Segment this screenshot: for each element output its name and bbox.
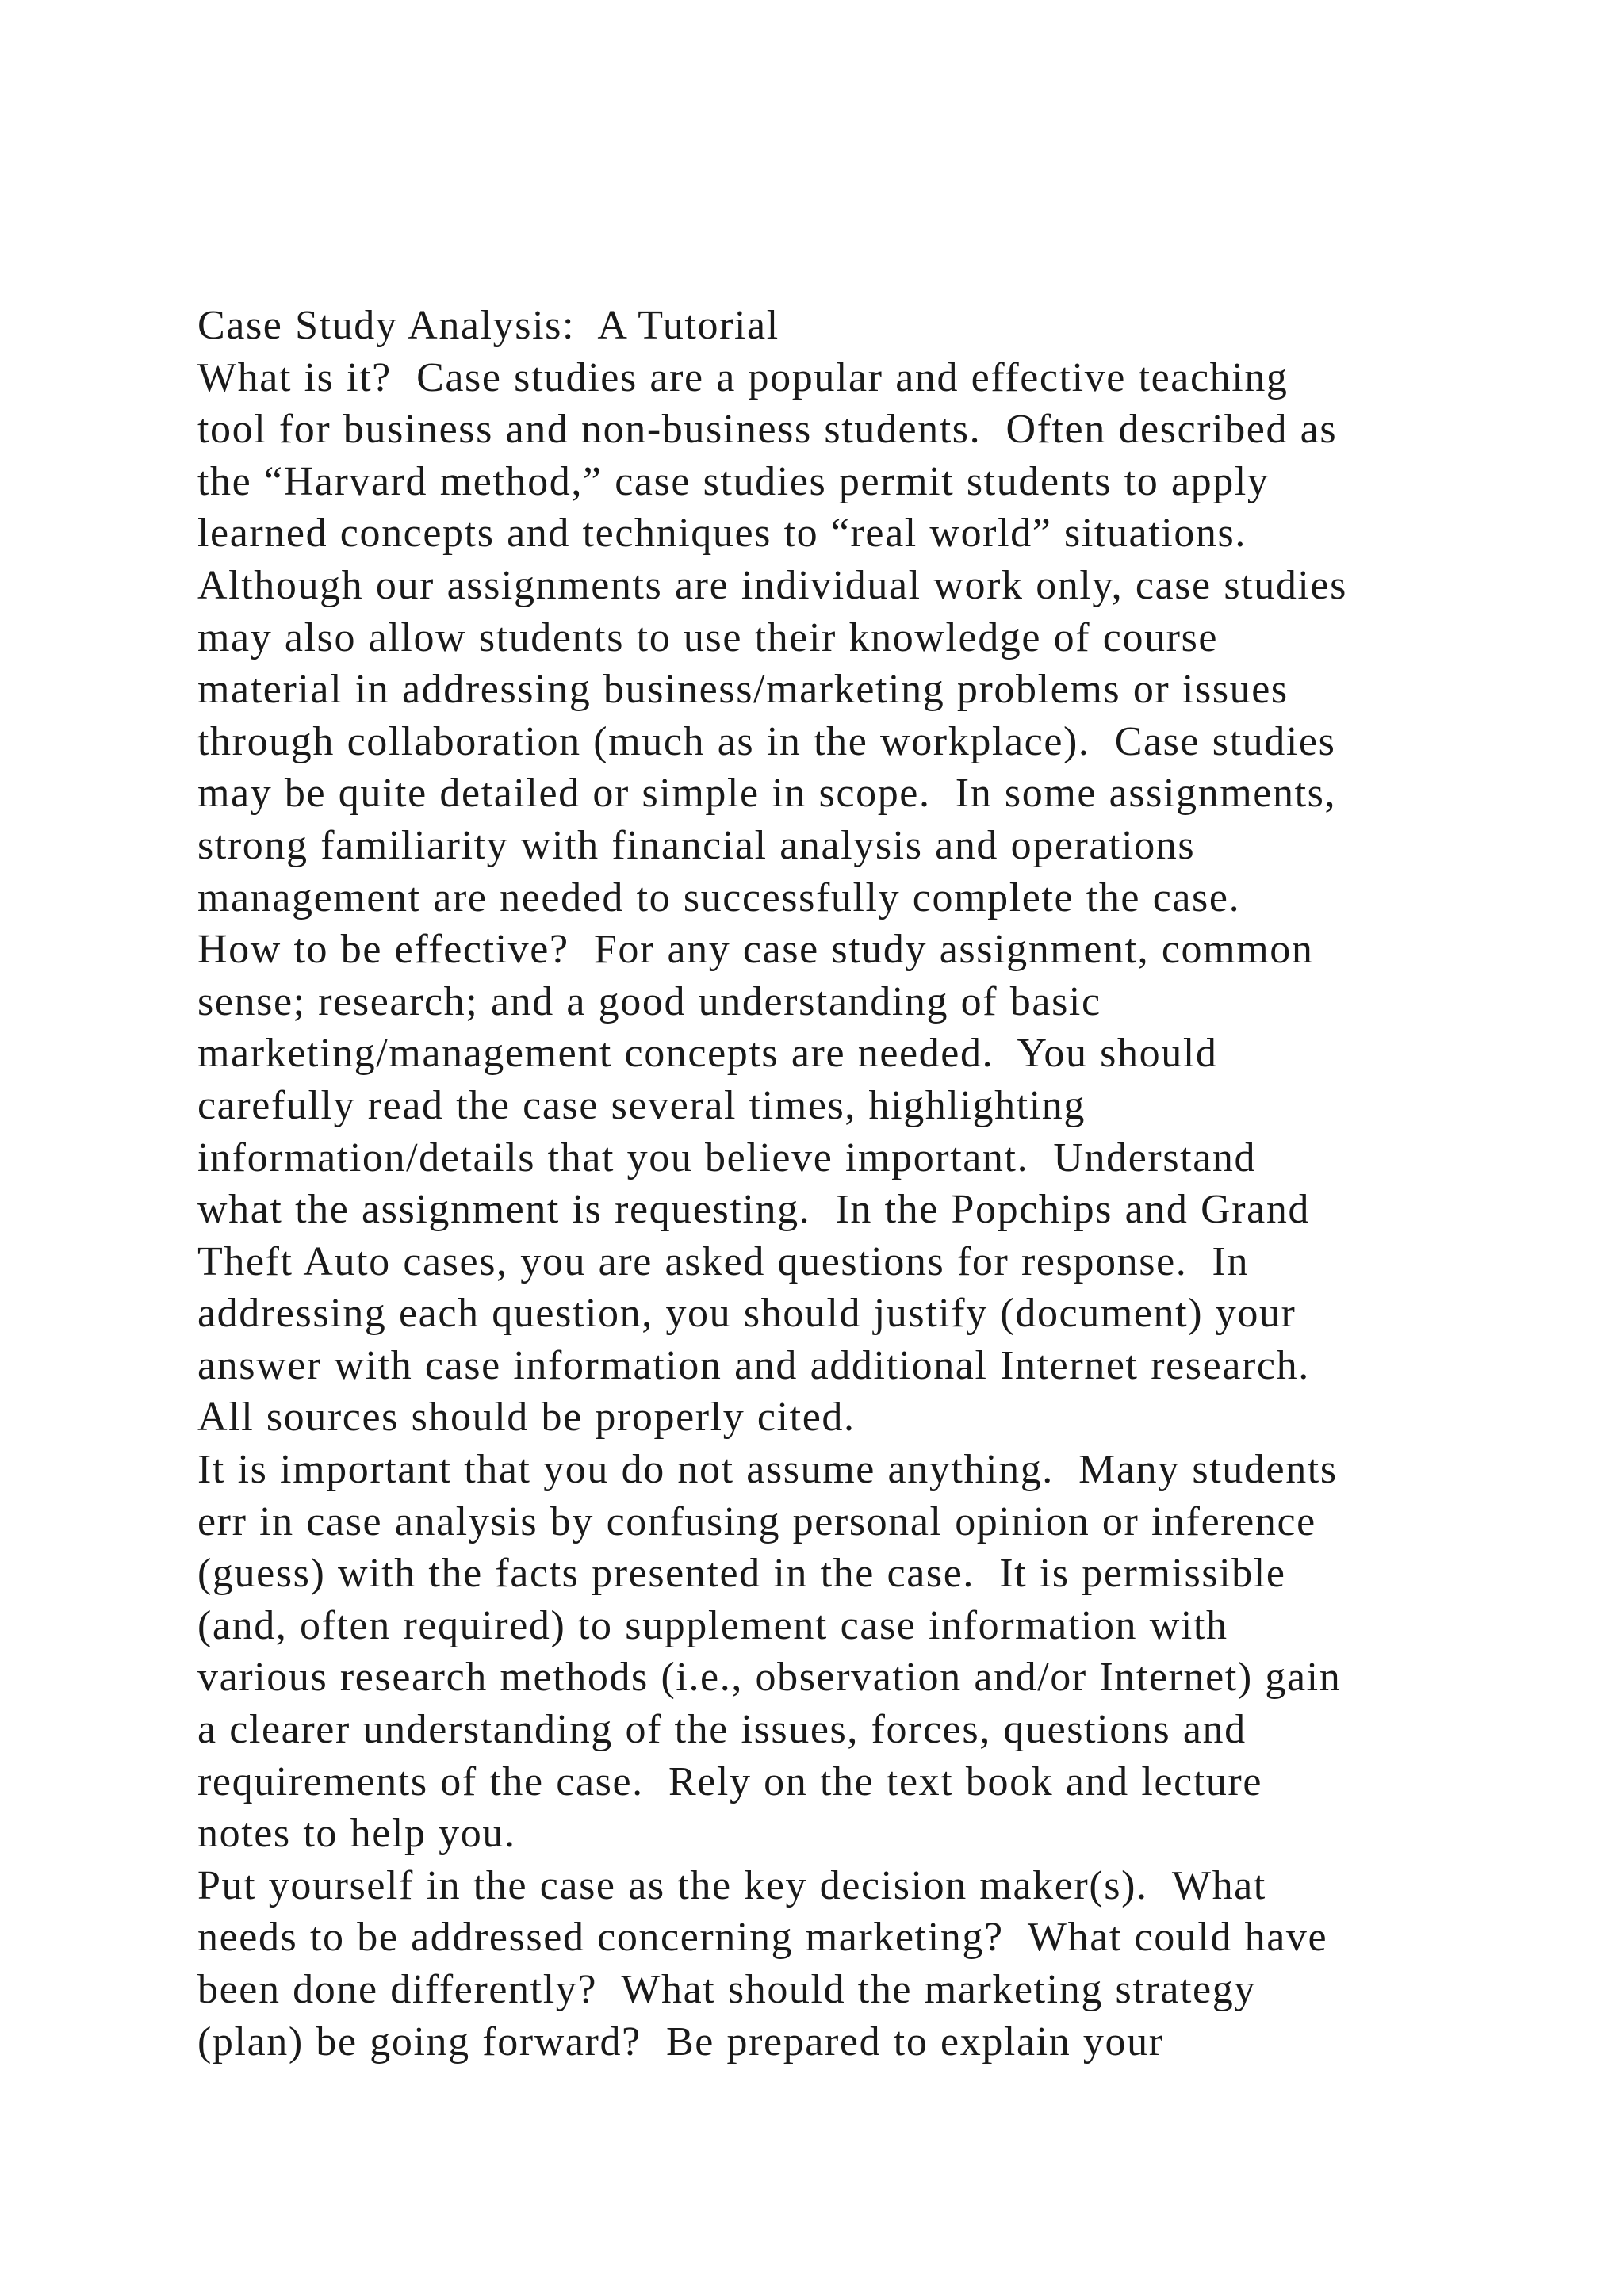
- text-line: a clearer understanding of the issues, forces, questions and: [197, 1707, 1247, 1753]
- text-line: (guess) with the facts presented in the case. It is permissible: [197, 1551, 1286, 1597]
- text-line: Although our assignments are individual work only, case studies: [197, 562, 1347, 608]
- text-line: material in addressing business/marketing problems or issues: [197, 667, 1289, 713]
- document-body: [197, 300, 1545, 2068]
- text-line: carefully read the case several times, highlighting: [197, 1082, 1086, 1128]
- text-line: notes to help you.: [197, 1811, 516, 1857]
- text-line: answer with case information and additional Internet research.: [197, 1342, 1310, 1388]
- text-line: tool for business and non-business students. Often described as: [197, 407, 1338, 453]
- text-line: Theft Auto cases, you are asked questions for response. In: [197, 1238, 1250, 1284]
- text-line: the “Harvard method,” case studies permit students to apply: [197, 458, 1270, 504]
- text-line: various research methods (i.e., observation and/or Internet) gain: [197, 1655, 1342, 1701]
- text-line: (and, often required) to supplement case information with: [197, 1602, 1228, 1648]
- text-line: How to be effective? For any case study assignment, common: [197, 927, 1314, 973]
- text-line: requirements of the case. Rely on the text book and lecture: [197, 1758, 1263, 1804]
- text-line: may be quite detailed or simple in scope. In some assignments,: [197, 771, 1337, 817]
- text-line: needs to be addressed concerning marketing? What could have: [197, 1915, 1328, 1961]
- text-line: been done differently? What should the marketing strategy: [197, 1967, 1256, 2012]
- text-line: addressing each question, you should justify (document) your: [197, 1291, 1297, 1337]
- text-line: learned concepts and techniques to “real world” situations.: [197, 511, 1247, 557]
- text-line: information/details that you believe important. Understand: [197, 1135, 1257, 1181]
- text-line: management are needed to successfully complete the case.: [197, 874, 1241, 920]
- text-line: sense; research; and a good understanding of basic: [197, 978, 1101, 1024]
- text-line: err in case analysis by confusing personal opinion or inference: [197, 1498, 1316, 1544]
- text-line: marketing/management concepts are needed. You should: [197, 1031, 1218, 1077]
- text-line: Put yourself in the case as the key decision maker(s). What: [197, 1862, 1266, 1908]
- text-line: It is important that you do not assume anything. Many students: [197, 1447, 1338, 1493]
- text-line: (plan) be going forward? Be prepared to explain your: [197, 2019, 1164, 2064]
- text-line: through collaboration (much as in the workplace). Case studies: [197, 718, 1336, 764]
- text-line: strong familiarity with financial analysis and operations: [197, 822, 1196, 868]
- text-line: What is it? Case studies are a popular and effective teaching: [197, 354, 1289, 400]
- text-line: All sources should be properly cited.: [197, 1395, 856, 1441]
- text-line: what the assignment is requesting. In the Popchips and Grand: [197, 1187, 1311, 1233]
- document-title: Case Study Analysis: A Tutorial: [197, 303, 779, 348]
- text-line: may also allow students to use their knowledge of course: [197, 614, 1219, 660]
